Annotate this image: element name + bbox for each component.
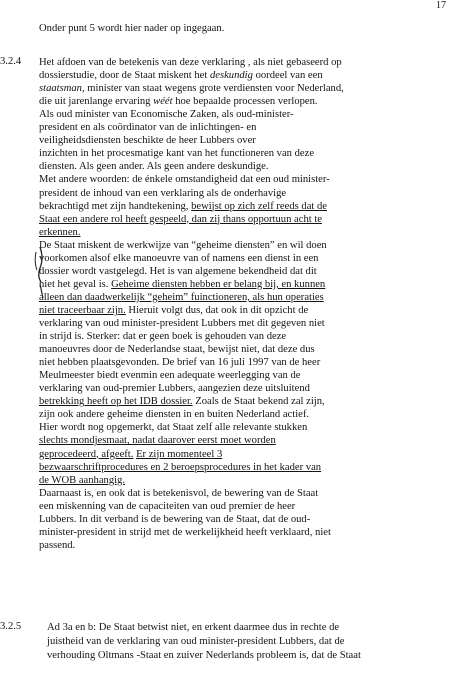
- text-segment: deskundig: [209, 70, 253, 82]
- text-line: [39, 200, 327, 213]
- text-line: [47, 621, 339, 634]
- text-segment: veiligheidsdiensten beschikte de heer Lubbers over: [39, 135, 256, 147]
- text-segment: dossierstudie, door de Staat miskent het: [39, 70, 210, 82]
- section-number: 3.2.4: [0, 56, 22, 67]
- text-segment: juistheid van de verklaring van oud minister-president Lubbers, dat de: [47, 636, 345, 648]
- text-segment: manoeuvres door de Nederlandse staat, bewijst niet, dat deze dus: [39, 344, 315, 356]
- text-line: [39, 421, 307, 434]
- text-segment: Daarnaast is, en ook dat is betekenisvol, de bewering van de Staat: [39, 487, 319, 499]
- text-segment: diensten. Als geen ander. Als geen andere deskundige.: [39, 161, 269, 173]
- text-segment: staatsman: [39, 83, 82, 95]
- text-segment: president de inhoud van een verklaring als de onderhavige: [39, 187, 287, 199]
- text-segment: verhouding Oltmans -Staat en zuiver Nederlands probleem is, dat de Staat: [47, 650, 361, 662]
- text-line: [39, 356, 320, 369]
- text-line: [39, 539, 75, 552]
- underlined-text: betrekking heeft op het IDB dossier.: [39, 396, 193, 408]
- text-segment: dossier wordt vastgelegd. Het is van algemene bekendheid dat dit: [39, 265, 317, 277]
- text-segment: verklaring van oud-premier Lubbers, aangezien deze uitsluitend: [39, 383, 310, 395]
- text-segment: Hier wordt nog opgemerkt, dat Staat zelf alle relevante stukken: [39, 422, 308, 434]
- text-segment: president en als coördinator van de inlichtingen- en: [39, 122, 257, 134]
- text-line: [39, 147, 314, 160]
- underlined-text: geprocedeerd, afgeeft.: [39, 448, 134, 460]
- text-line: [39, 226, 80, 239]
- underlined-text: erkennen.: [39, 226, 81, 238]
- text-segment: , minister van staat wegens grote verdiensten voor Nederland,: [81, 83, 344, 95]
- text-line: [39, 291, 324, 304]
- underlined-text: bewijst op zich zelf reeds dat de: [191, 200, 327, 212]
- text-segment: hoe bepaalde processen verlopen.: [172, 96, 318, 108]
- text-line: [39, 369, 301, 382]
- text-line: [47, 649, 361, 662]
- text-line: [39, 121, 256, 134]
- text-segment: niet hebben plaatsgevonden. De brief van 16 juli 1997 van de heer: [39, 357, 321, 369]
- text-segment: passend.: [39, 539, 76, 551]
- text-segment: verklaring van oud minister-president Lubbers met dit gegeven niet: [39, 318, 325, 329]
- text-line: [39, 69, 323, 82]
- text-line: [39, 343, 315, 356]
- text-segment: niet het geval is.: [39, 278, 112, 290]
- text-line: [39, 526, 331, 539]
- text-line: [39, 56, 342, 69]
- underlined-text: Er zijn momenteel 3: [136, 448, 223, 460]
- text-line: [39, 408, 309, 421]
- text-segment: die uit jarenlange ervaring: [39, 96, 154, 108]
- text-line: [39, 513, 310, 526]
- text-line: [39, 82, 344, 95]
- text-segment: voorkomen alsof elke manoeuvre van of namens een dienst in een: [39, 252, 319, 264]
- text-segment: inzichten in het procesmatige kant van het functioneren van deze: [39, 148, 315, 160]
- text-segment: minister-president in strijd met de werkelijkheid heeft verklaard, niet: [39, 526, 331, 538]
- text-segment: Lubbers. In dit verband is de bewering van de Staat, dat de oud-: [39, 513, 311, 525]
- underlined-text: niet traceerbaar zijn.: [39, 304, 126, 316]
- text-line: [39, 187, 286, 200]
- text-line: [39, 487, 318, 500]
- text-segment: wéét: [153, 96, 173, 108]
- text-line: [39, 330, 286, 343]
- text-segment: De Staat miskent de werkwijze van “geheime diensten” en wil doen: [39, 239, 327, 251]
- text-line: [39, 134, 256, 147]
- text-segment: Ad 3a en b: De Staat betwist niet, en erkent daarmee dus in rechte de: [47, 622, 340, 633]
- text-segment: in strijd is. Sterker: dat er geen boek is gehouden van deze: [39, 331, 287, 343]
- text-line: [47, 635, 345, 648]
- underlined-text: alleen dan daadwerkelijk “geheim” fuinctioneren, als hun operaties: [39, 291, 324, 303]
- text-segment: zijn ook andere geheime diensten in en buiten Nederland actief.: [39, 409, 310, 421]
- text-line: [39, 304, 308, 317]
- underlined-text: bezwaarschriftprocedures en 2 beroepsprocedures in het kader van: [39, 461, 322, 473]
- text-line: [39, 108, 294, 121]
- text-line: [39, 95, 318, 108]
- text-line: [39, 173, 330, 186]
- text-segment: oordeel van een: [252, 70, 323, 82]
- text-line: [39, 265, 317, 278]
- intro-line: Onder punt 5 wordt hier nader op ingegaan.: [39, 23, 225, 34]
- text-line: [39, 382, 310, 395]
- underlined-text: de WOB aanhangig.: [39, 474, 126, 486]
- text-line: [39, 474, 125, 487]
- text-segment: bekrachtigd met zijn handtekening,: [39, 200, 192, 212]
- text-line: [39, 434, 276, 447]
- text-segment: Zoals de Staat bekend zal zijn,: [192, 396, 325, 408]
- text-line: [39, 239, 327, 252]
- text-line: [39, 160, 268, 173]
- text-segment: Het afdoen van de betekenis van deze verklaring , als niet gebaseerd op: [39, 57, 342, 68]
- text-line: [39, 395, 325, 408]
- text-line: [39, 213, 322, 226]
- text-line: [39, 278, 325, 291]
- page-number: 17: [436, 0, 446, 11]
- text-line: [39, 500, 295, 513]
- text-line: [39, 461, 321, 474]
- section-number: 3.2.5: [0, 621, 22, 632]
- text-segment: Meulmeester biedt evenmin een adequate weerlegging van de: [39, 370, 301, 382]
- text-segment: Hieruit volgt dus, dat ook in dit opzicht de: [125, 304, 309, 316]
- text-line: [39, 252, 318, 265]
- text-line: [39, 317, 325, 330]
- text-segment: Als oud minister van Economische Zaken, als oud-minister-: [39, 109, 294, 121]
- text-line: [39, 448, 222, 461]
- underlined-text: Geheime diensten hebben er belang bij, en kunnen: [111, 278, 326, 290]
- underlined-text: Staat een andere rol heeft gespeeld, dan zij thans opportuun acht te: [39, 213, 322, 225]
- text-segment: een miskenning van de capaciteiten van oud premier de heer: [39, 500, 296, 512]
- text-segment: Met andere woorden: de énkele omstandigheid dat een oud minister-: [39, 174, 330, 186]
- underlined-text: slechts mondjesmaat, nadat daarover eerst moet worden: [39, 435, 276, 447]
